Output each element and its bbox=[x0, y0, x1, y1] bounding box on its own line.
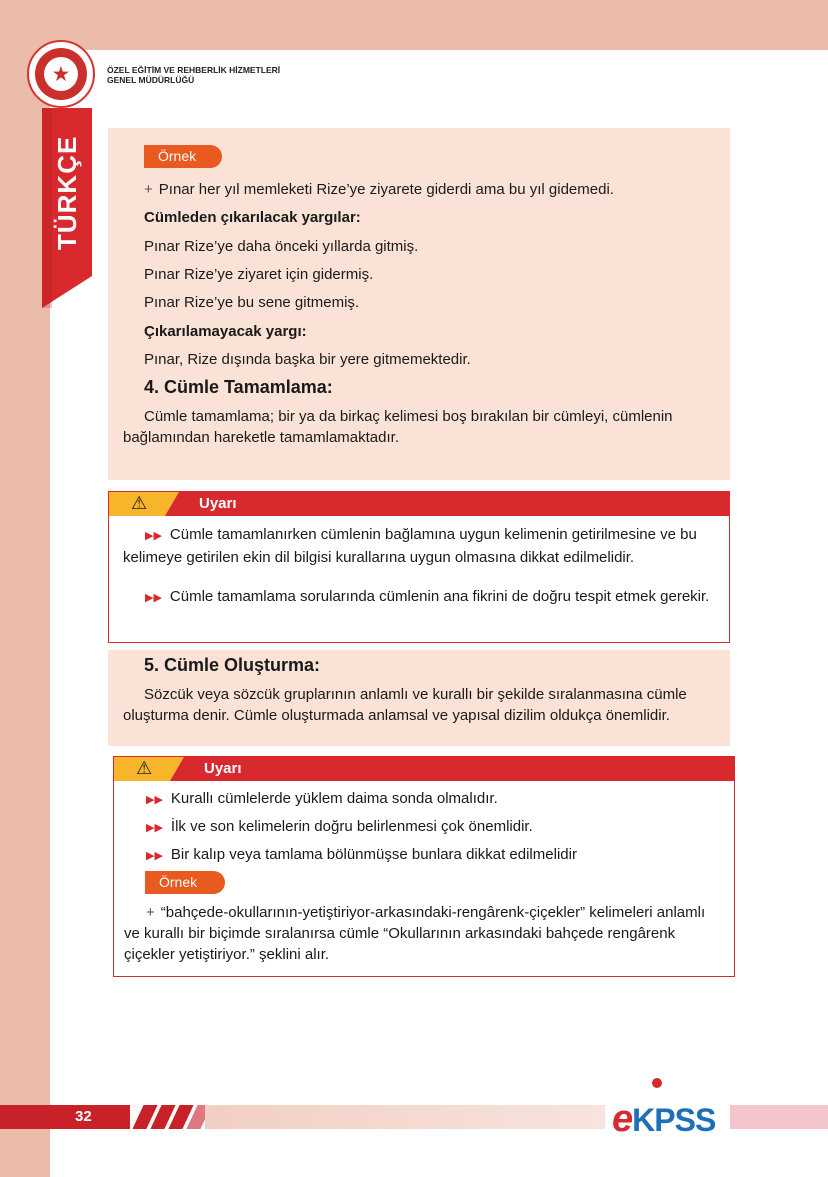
example-sentence-text: Pınar her yıl memleketi Rize’ye ziyarete giderdi ama bu yıl gidemedi. bbox=[158, 181, 614, 198]
inferable-item: Pınar Rize’ye bu sene gitmemiş. bbox=[144, 294, 360, 311]
warning2-example-text: “bahçede-okullarının-yetiştiriyor-arkasındaki-rengârenk-çiçekler” kelimeleri anlamlı ve kurallı bir biçimde sıralanırsa cümle “Okullarının arkasındaki bahçede rengârenk çiçekler yetiştiriyor.” şeklini alır. bbox=[124, 904, 706, 963]
warning2-item-text: Bir kalıp veya tamlama bölünmüşse bunlara dikkat edilmelidir bbox=[170, 846, 577, 863]
inferable-item: Pınar Rize’ye daha önceki yıllarda gitmiş. bbox=[144, 238, 419, 255]
warning2-example bbox=[124, 902, 724, 965]
subject-label: TÜRKÇE bbox=[52, 135, 82, 250]
ministry-logo bbox=[27, 40, 95, 108]
warning2-item bbox=[146, 845, 577, 866]
warning-header bbox=[109, 492, 729, 516]
not-inferable-item: Pınar, Rize dışında başka bir yere gitmemektedir. bbox=[144, 351, 471, 368]
logo-ring bbox=[35, 48, 87, 100]
not-inferable-title: Çıkarılamayacak yargı: bbox=[144, 323, 307, 340]
brand-dot-icon bbox=[652, 1078, 662, 1088]
example-tag: Örnek bbox=[144, 145, 222, 168]
footer-line bbox=[205, 1105, 605, 1129]
section4-heading: 4. Cümle Tamamlama: bbox=[144, 377, 333, 397]
warning2-item bbox=[146, 817, 533, 838]
warning-triangle-icon: ⚠ bbox=[136, 758, 153, 778]
org-name bbox=[107, 65, 280, 85]
warning2-item-text: Kurallı cümlelerde yüklem daima sonda olmalıdır. bbox=[170, 790, 498, 807]
warning-title: Uyarı bbox=[199, 495, 237, 512]
example-sentence bbox=[144, 180, 614, 200]
double-arrow-icon: ▶▶ bbox=[146, 850, 163, 862]
ekpss-logo bbox=[612, 1098, 715, 1141]
ribbon-shadow bbox=[42, 108, 52, 308]
double-arrow-icon: ▶▶ bbox=[145, 592, 162, 604]
footer-bar bbox=[0, 1105, 130, 1129]
section5-text: Sözcük veya sözcük gruplarının anlamlı ve kurallı bir şekilde sıralanmasına cümle oluşturma denir. Cümle oluşturmada anlamsal ve yapısal dizilim oldukça önemlidir. bbox=[123, 686, 687, 724]
warning-box-1 bbox=[108, 491, 730, 643]
warning2-item bbox=[146, 789, 498, 810]
double-arrow-icon: ▶▶ bbox=[146, 794, 163, 806]
warning1-item bbox=[123, 586, 713, 609]
brand-kpss: KPSS bbox=[632, 1102, 716, 1138]
double-arrow-icon: ▶▶ bbox=[146, 822, 163, 834]
org-line-2: GENEL MÜDÜRLÜĞÜ bbox=[107, 75, 195, 85]
logo-emblem-icon: ★ bbox=[44, 57, 78, 91]
warning1-item bbox=[123, 524, 713, 568]
footer-line-right bbox=[730, 1105, 828, 1129]
top-band bbox=[0, 0, 828, 50]
warning1-item2-text: Cümle tamamlama sorularında cümlenin ana fikrini de doğru tespit etmek gerekir. bbox=[169, 588, 710, 605]
warning2-item-text: İlk ve son kelimelerin doğru belirlenmesi çok önemlidir. bbox=[170, 818, 533, 835]
plus-icon: + bbox=[146, 904, 155, 921]
warning-box-2 bbox=[113, 756, 735, 977]
plus-icon: + bbox=[144, 181, 153, 198]
warning-title: Uyarı bbox=[204, 760, 242, 777]
brand-e: e bbox=[612, 1098, 633, 1140]
warning-triangle-icon: ⚠ bbox=[131, 493, 148, 513]
warning1-item1-text: Cümle tamamlanırken cümlenin bağlamına uygun kelimenin getirilmesine ve bu kelimeye getirilen ekin dil bilgisi kurallarına uygun olmasına dikkat edilmelidir. bbox=[123, 526, 697, 566]
org-line-1: ÖZEL EĞİTİM VE REHBERLİK HİZMETLERİ bbox=[107, 65, 281, 75]
inferable-item: Pınar Rize’ye ziyaret için gidermiş. bbox=[144, 266, 374, 283]
section4-text: Cümle tamamlama; bir ya da birkaç kelimesi boş bırakılan bir cümleyi, cümlenin bağlamından hareketle tamamlamaktadır. bbox=[123, 408, 673, 446]
double-arrow-icon: ▶▶ bbox=[145, 530, 162, 542]
inferable-title: Cümleden çıkarılacak yargılar: bbox=[144, 209, 361, 226]
page-number: 32 bbox=[75, 1108, 92, 1125]
example-tag: Örnek bbox=[145, 871, 225, 894]
section5-heading: 5. Cümle Oluşturma: bbox=[144, 655, 321, 675]
warning-header bbox=[114, 757, 734, 781]
